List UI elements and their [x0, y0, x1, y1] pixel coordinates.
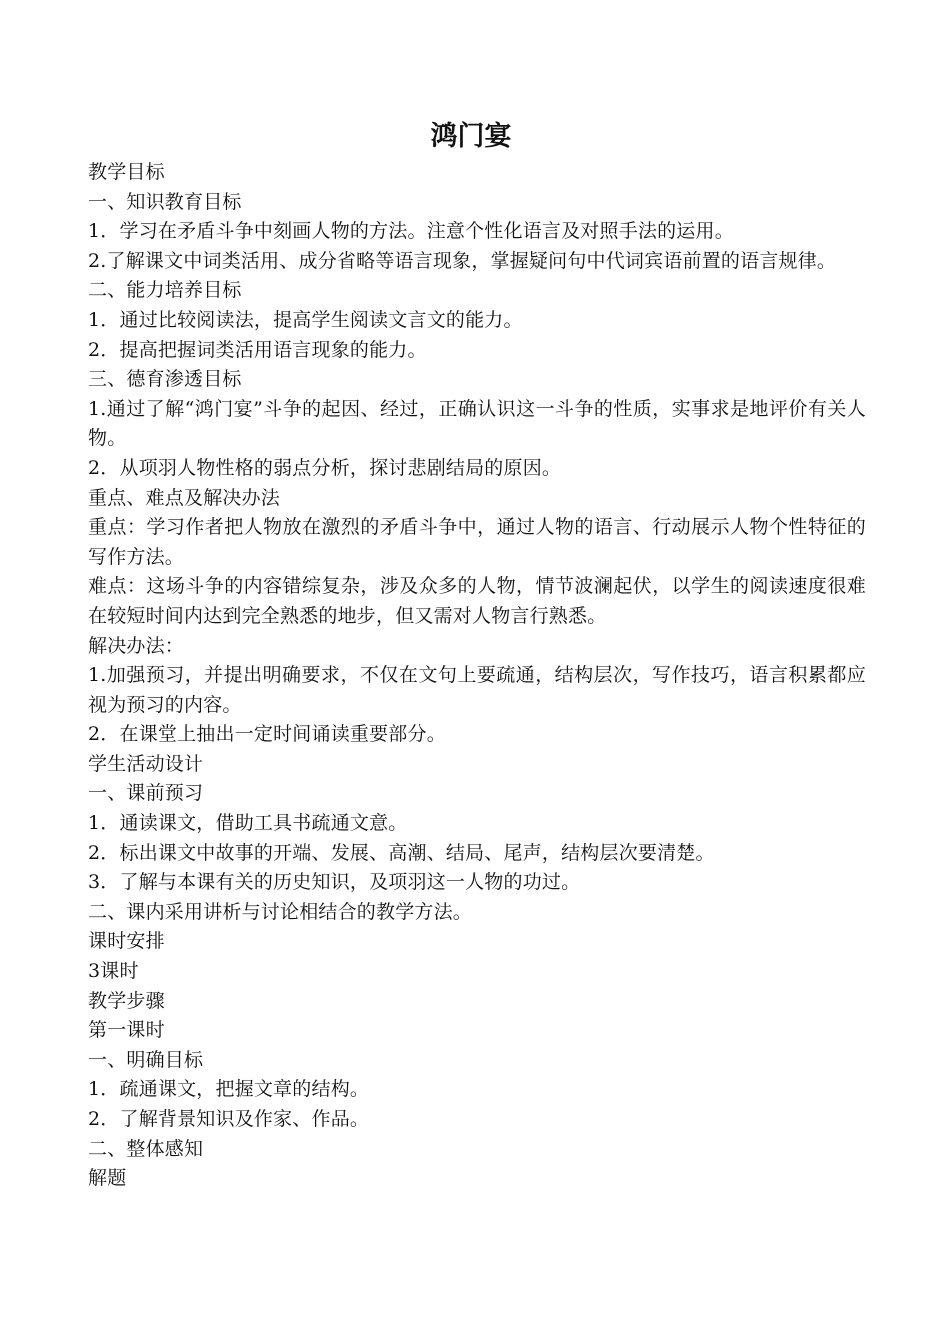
paragraph: 3课时	[88, 960, 139, 983]
paragraph: 1．疏通课文，把握文章的结构。	[88, 1078, 370, 1101]
section-heading: 教学步骤	[88, 989, 165, 1012]
paragraph: 2．提高把握词类活用语言现象的能力。	[88, 338, 427, 361]
paragraph: 解决办法：	[88, 634, 185, 657]
paragraph: 2．从项羽人物性格的弱点分析，探讨悲剧结局的原因。	[88, 456, 562, 479]
subsection-heading: 三、德育渗透目标	[88, 368, 242, 391]
section-heading: 学生活动设计	[88, 752, 204, 775]
subsection-heading: 一、课前预习	[88, 782, 204, 805]
subsection-heading: 二、整体感知	[88, 1137, 204, 1160]
paragraph: 重点：学习作者把人物放在激烈的矛盾斗争中，通过人物的语言、行动展示人物个性特征的写作方法。	[88, 516, 866, 568]
paragraph: 1．通读课文，借助工具书疏通文意。	[88, 812, 408, 835]
subsection-heading: 一、知识教育目标	[88, 190, 242, 213]
subsection-heading: 第一课时	[88, 1019, 165, 1042]
section-heading: 课时安排	[88, 930, 165, 953]
paragraph: 1．通过比较阅读法，提高学生阅读文言文的能力。	[88, 308, 523, 331]
paragraph: 解题	[88, 1167, 127, 1190]
document-title: 鸿门宴	[430, 121, 512, 152]
paragraph: 1.通过了解“鸿门宴”斗争的起因、经过，正确认识这一斗争的性质，实事求是地评价有关人物。	[88, 397, 866, 450]
section-heading: 重点、难点及解决办法	[88, 486, 281, 509]
paragraph: 2．在课堂上抽出一定时间诵读重要部分。	[88, 723, 446, 746]
document-body	[88, 158, 866, 1194]
paragraph: 3．了解与本课有关的历史知识，及项羽这一人物的功过。	[88, 871, 581, 894]
document-page	[88, 118, 866, 1194]
paragraph: 2．标出课文中故事的开端、发展、高潮、结局、尾声，结构层次要清楚。	[88, 841, 715, 864]
section-heading: 教学目标	[88, 161, 165, 183]
paragraph: 难点：这场斗争的内容错综复杂，涉及众多的人物，情节波澜起伏，以学生的阅读速度很难在较短时间内达到完全熟悉的地步，但又需对人物言行熟悉。	[88, 575, 866, 627]
subsection-heading: 一、明确目标	[88, 1048, 204, 1071]
paragraph: 二、课内采用讲析与讨论相结合的教学方法。	[88, 900, 473, 923]
paragraph: 2．了解背景知识及作家、作品。	[88, 1108, 370, 1130]
subsection-heading: 二、能力培养目标	[88, 279, 242, 302]
paragraph: 1.加强预习，并提出明确要求，不仅在文句上要疏通，结构层次，写作技巧，语言积累都应视为预习的内容。	[88, 664, 866, 716]
paragraph: 1．学习在矛盾斗争中刻画人物的方法。注意个性化语言及对照手法的运用。	[88, 220, 734, 243]
paragraph: 2.了解课文中词类活用、成分省略等语言现象，掌握疑问句中代词宾语前置的语言规律。	[88, 249, 837, 272]
